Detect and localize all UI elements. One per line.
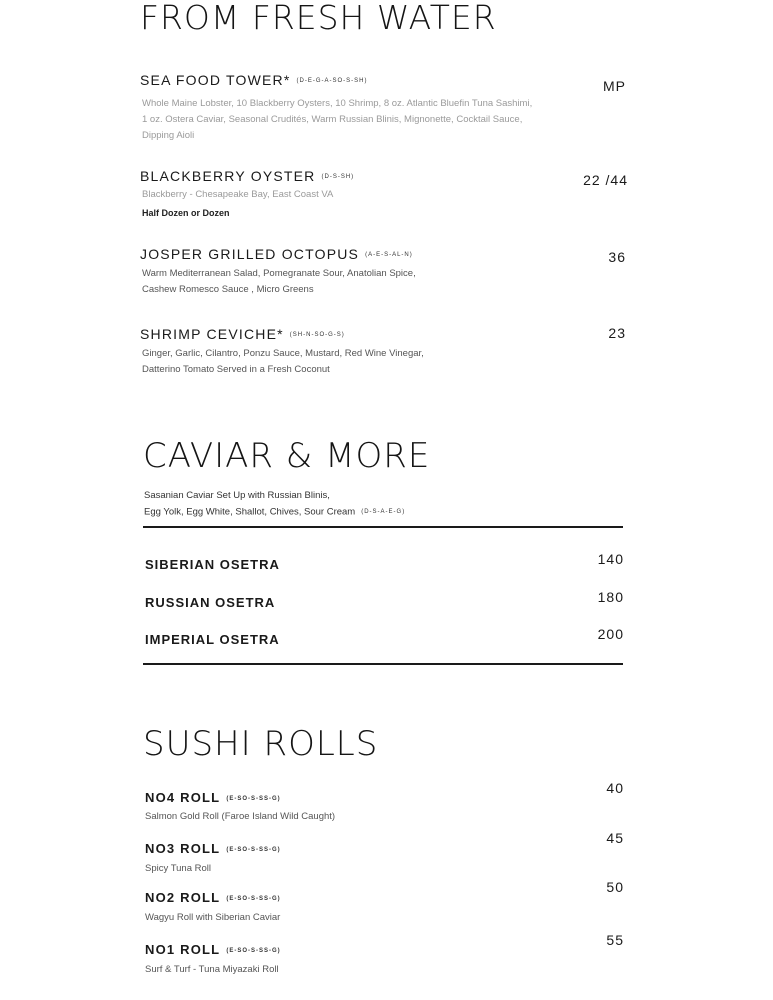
item-description: Salmon Gold Roll (Faroe Island Wild Caught) [145,811,336,822]
caviar-item-imperial: IMPERIAL OSETRA [145,632,280,647]
desc-line: Ginger, Garlic, Cilantro, Ponzu Sauce, Mustard, Red Wine Vinegar, [142,348,424,359]
menu-item-grilled-octopus [140,246,413,262]
menu-item-no4-roll [145,790,281,805]
item-description: Spicy Tuna Roll [145,863,212,874]
menu-item-blackberry-oyster [140,168,354,184]
item-price: 140 [597,551,624,567]
item-name: NO1 ROLL [145,942,221,957]
item-name: SEA FOOD TOWER* [140,72,291,88]
allergen-code: (SH-N-SO-G-S) [289,332,345,339]
item-name: NO4 ROLL [145,790,221,805]
desc-line: Warm Mediterranean Salad, Pomegranate Sour, Anatolian Spice, [142,268,416,279]
intro-line: Sasanian Caviar Set Up with Russian Blinis, [144,490,330,501]
item-price: 180 [597,589,624,605]
item-price: 200 [597,626,624,642]
menu-item-seafood-tower [140,72,368,88]
item-price: 40 [606,780,624,796]
item-description: Wagyu Roll with Siberian Caviar [145,912,281,923]
item-name: NO3 ROLL [145,841,221,856]
item-name: SHRIMP CEVICHE* [140,326,284,342]
allergen-code: (E-SO-S-SS-G) [226,947,281,954]
caviar-item-siberian: SIBERIAN OSETRA [145,557,280,572]
desc-line: Dipping Aioli [142,130,195,141]
item-description: Surf & Turf - Tuna Miyazaki Roll [145,964,279,975]
menu-item-shrimp-ceviche [140,326,345,342]
item-price: 50 [606,879,624,895]
item-price: 36 [608,249,626,265]
section-title-caviar: CAVIAR & MORE [143,436,431,476]
item-price: MP [603,78,626,94]
section-title-sushi: SUSHI ROLLS [143,724,379,764]
item-price: 22 /44 [583,172,628,188]
divider-top [143,526,623,528]
allergen-code: (E-SO-S-SS-G) [226,895,281,902]
item-name: NO2 ROLL [145,890,221,905]
allergen-code: (D-S-A-E-G) [361,509,406,515]
item-description [142,266,416,298]
menu-item-no3-roll [145,841,281,856]
divider-bottom [143,663,623,665]
item-note: Half Dozen or Dozen [142,208,230,218]
item-name: BLACKBERRY OYSTER [140,168,316,184]
item-description [142,187,333,203]
allergen-code: (D-E-G-A-SO-S-SH) [296,78,368,85]
intro-line: Egg Yolk, Egg White, Shallot, Chives, Sour Cream [144,506,356,518]
section-title-fresh-water: FROM FRESH WATER [140,0,497,37]
item-name: JOSPER GRILLED OCTOPUS [140,246,360,262]
menu-item-no1-roll [145,942,281,957]
allergen-code: (D-S-SH) [321,174,355,181]
allergen-code: (A-E-S-AL-N) [365,252,413,259]
item-price: 55 [606,932,624,948]
item-price: 45 [606,830,624,846]
desc-line: Blackberry - Chesapeake Bay, East Coast VA [142,189,334,200]
desc-line: Cashew Romesco Sauce , Micro Greens [142,284,314,295]
item-description [142,96,532,144]
item-description [142,346,424,378]
desc-line: Whole Maine Lobster, 10 Blackberry Oysters, 10 Shrimp, 8 oz. Atlantic Bluefin Tuna Sashimi, [142,98,533,109]
item-price: 23 [608,325,626,341]
caviar-item-russian: RUSSIAN OSETRA [145,595,276,610]
allergen-code: (E-SO-S-SS-G) [226,846,281,853]
desc-line: Datterino Tomato Served in a Fresh Coconut [142,364,330,375]
caviar-intro [144,488,405,521]
allergen-code: (E-SO-S-SS-G) [226,795,281,802]
menu-item-no2-roll [145,890,281,905]
desc-line: 1 oz. Ostera Caviar, Seasonal Crudités, Warm Russian Blinis, Mignonette, Cocktail Sauce, [142,114,523,125]
